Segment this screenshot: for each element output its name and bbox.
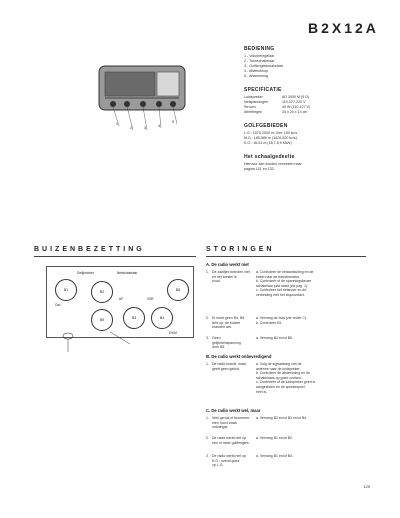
spec-value: AD 3400 M (5 Ω) [282, 95, 310, 99]
answer-line: c. Controleer of de luidspreker goed is [256, 380, 316, 385]
tube-label: B3 [131, 316, 137, 320]
callout-3: 3 [144, 126, 146, 130]
spec-value: 110-127-220 V [282, 100, 306, 104]
answer-line: a. Vervang B1 en/of B2. [256, 436, 293, 440]
storing-item [206, 316, 374, 332]
item-number: 2. [206, 316, 209, 320]
tube-label: B6 [175, 288, 181, 292]
diagram-note: E/KM [169, 331, 177, 335]
tube-b3 [123, 307, 145, 329]
answer-line: kabel naar de transformator. [256, 274, 300, 279]
diagram-note: AF [119, 297, 124, 301]
tube-b6 [167, 279, 189, 301]
schaal-line: Hiervoor kan worden verwezen naar [244, 162, 302, 166]
golf-row: L.G.: 1875-2000 m; Zwt: 150 kc/s [244, 131, 298, 135]
storing-item [206, 336, 374, 348]
storing-head-a: A. De radio werkt niet [206, 262, 249, 267]
storingen-section [206, 262, 374, 482]
bediening-title: BEDIENING [244, 46, 275, 52]
item-number: 2. [206, 436, 209, 440]
bediening-item: 3 - Golflengteschakelaar [244, 64, 283, 68]
tube-b4 [151, 307, 173, 329]
answer-line: a. Controleer de netaansluiting en de [256, 270, 314, 274]
spec-key: Luidspreker [244, 95, 263, 99]
callout-4: 4 [158, 124, 160, 128]
answer-line: a. Volg de signaalweg van de [256, 362, 302, 366]
answer-line: b. Controleer de afstemming en de [256, 371, 310, 376]
question-line: op L.G. [212, 463, 224, 468]
question-line: koud. [212, 279, 221, 284]
bediening-section [244, 46, 374, 172]
storing-item [206, 416, 374, 432]
buizen-rule [34, 256, 196, 257]
question-line: De radio werkt niet op [212, 436, 247, 440]
answer-line: a. Vervang de buis (zie onder C). [256, 316, 308, 320]
question-line: Geen gelijkrichtspanning [212, 336, 241, 345]
question-line: Er komt geen B4, B5 [212, 316, 245, 320]
question-line: licht op; de buizen [212, 320, 241, 325]
schaal-line: pagina 131 en 132. [244, 167, 275, 171]
specificatie-title: SPECIFICATIE [244, 87, 282, 93]
question-line: geeft geen geluid. [212, 366, 240, 371]
question-line: Veel geruis of brommen; [212, 416, 250, 420]
callout-1: 1 [116, 122, 118, 126]
answer-line: schakelaar juist staat (zie pag. 1). [256, 283, 309, 288]
question-line: De zaaltjes branden niet [212, 270, 250, 274]
page-number: 129 [363, 484, 370, 489]
spec-key: Netspanningen [244, 100, 269, 104]
golfgebieden-list [244, 131, 374, 146]
item-number: 1. [206, 416, 209, 420]
schaal-title: Het schaalgedeelte [244, 154, 295, 160]
question-line: branden wel. [212, 325, 233, 330]
diagram-leads [40, 330, 140, 354]
item-number: 1. [206, 362, 209, 366]
tube-b1 [55, 279, 77, 301]
storing-head-b: B. De radio werkt onbevredigend [206, 354, 272, 359]
answer-line: c. Controleer het netsnoer en de [256, 288, 307, 293]
schaal-text [244, 162, 374, 172]
diagram-note: Gelijkrichter [77, 271, 94, 275]
tube-label: B1 [63, 288, 69, 292]
spec-value: 34 x 20 x 14 cm [282, 110, 308, 114]
question-line: door B5. [212, 345, 226, 350]
diagram-note: VSR [147, 297, 154, 301]
radio-callouts [116, 122, 196, 132]
tube-b5 [91, 309, 113, 331]
spec-value: 40 W (110-127 V) [282, 105, 311, 109]
bediening-item: 5 - Afstemming [244, 74, 268, 78]
answer-line: b. Controleer of de spanningskeuze [256, 279, 312, 284]
spec-key: Afmetingen [244, 110, 263, 114]
storing-item [206, 454, 374, 470]
bediening-list [244, 54, 374, 79]
golf-row: M.G.: 185-580 m (1620-520 kc/s) [244, 136, 297, 140]
question-line: een of meer golflengtes. [212, 440, 250, 445]
bediening-item: 2 - Toonschakelaar [244, 59, 275, 63]
bediening-item: 1 - Volumeregelaar [244, 54, 275, 58]
question-line: De radio werkt niet op [212, 454, 247, 458]
bediening-item: 4 - Afstemknop [244, 69, 268, 73]
item-number: 3. [206, 336, 209, 340]
tube-label: B5 [99, 318, 105, 322]
answer-line: antenne naar de luidspreker. [256, 366, 301, 371]
tube-label: B2 [99, 290, 105, 294]
storing-item [206, 270, 374, 306]
diagram-note: Netschakelaar [117, 271, 138, 275]
tube-label: B4 [159, 316, 165, 320]
golfgebieden-title: GOLFGEBIEDEN [244, 123, 288, 129]
answer-line: a. Vervang B1 en/of B4. [256, 454, 293, 458]
answer-line: verbinding met het stopcontact. [256, 292, 305, 297]
question-line: ontvangst. [212, 425, 229, 430]
specificatie-table [244, 95, 374, 115]
answer-line: schakelaars op goed contact. [256, 375, 302, 380]
answer-line: a. Vervang B4 en/of B5. [256, 336, 293, 340]
golf-row: K.G.: 16-51 m (18,7-5,9 Mc/s) [244, 141, 292, 145]
storing-item [206, 436, 374, 448]
model-title: B2X12A [308, 20, 379, 36]
storingen-rule [206, 256, 366, 257]
callout-2: 2 [130, 126, 132, 130]
answer-line: aangesloten en de spreekspoel [256, 384, 305, 389]
answer-line: b. Controleer B1. [256, 320, 283, 325]
item-number: 1. [206, 270, 209, 274]
question-line: K.G.; overal goed [212, 458, 240, 463]
question-line: men hoort zwak [212, 420, 237, 425]
storingen-title: STORINGEN [206, 246, 275, 253]
spec-key: Stroom [244, 105, 256, 109]
callout-5: 5 [172, 120, 174, 124]
buizen-title: BUIZENBEZETTING [34, 246, 145, 253]
question-line: en het toestel is [212, 274, 237, 279]
tube-layout-diagram [46, 266, 194, 338]
storing-item [206, 362, 374, 398]
item-number: 3. [206, 454, 209, 458]
answer-line: heel is. [256, 389, 268, 394]
question-line: De radio brandt, maar [212, 362, 247, 366]
answer-line: a. Vervang B2 en/of B3 en/of B4. [256, 416, 307, 420]
storing-head-c: C. De radio werkt wel, maar [206, 408, 261, 413]
diagram-note: Osc [55, 303, 61, 307]
tube-b2 [91, 281, 113, 303]
